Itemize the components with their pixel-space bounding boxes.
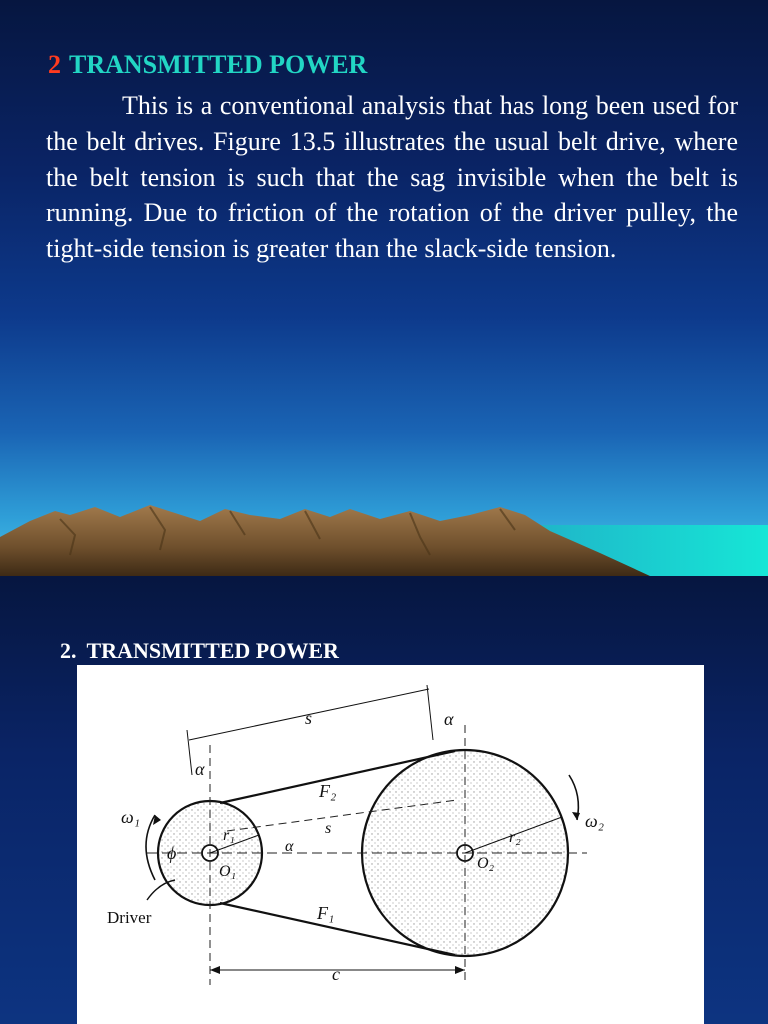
heading-number-2: 2. xyxy=(60,638,77,663)
label-F2: F₂ xyxy=(319,781,337,801)
section-heading xyxy=(48,50,367,80)
heading-number: 2 xyxy=(48,50,61,79)
label-O2: O₂ xyxy=(477,855,495,872)
s-extension-left xyxy=(187,730,192,775)
label-F1: F₁ xyxy=(317,903,335,923)
label-driver: Driver xyxy=(107,908,152,927)
label-c: c xyxy=(332,964,340,984)
s-extension-right xyxy=(427,685,433,740)
mountain-range-decoration xyxy=(0,495,768,576)
slide-2 xyxy=(0,576,768,1024)
omega2-arrowhead xyxy=(572,812,580,820)
heading-text: TRANSMITTED POWER xyxy=(69,50,368,79)
label-phi: ϕ xyxy=(167,843,177,863)
belt-drive-diagram xyxy=(77,665,704,1024)
label-alpha-top-right: α xyxy=(444,709,454,729)
omega1-arrow xyxy=(146,815,155,880)
section-heading-2 xyxy=(60,638,339,664)
label-alpha-top-left: α xyxy=(195,759,205,779)
label-omega2: ω₂ xyxy=(585,811,604,831)
label-O1: O₁ xyxy=(219,863,237,880)
body-paragraph: This is a conventional analysis that has long been used for the belt drives. Figure 13.5 illustrates the usual belt drive, where the belt tension is such that the sag invisible when the belt is running. Due to friction of the rotation of the driver pulley, the tight-side tension is greater than the slack-side tension. xyxy=(46,91,738,264)
label-omega1: ω₁ xyxy=(121,807,140,827)
label-s-mid: s xyxy=(325,820,332,837)
label-s-top: s xyxy=(305,708,313,728)
heading-text-2: TRANSMITTED POWER xyxy=(86,638,339,663)
belt-drive-figure xyxy=(77,665,704,1024)
label-r1: r₁ xyxy=(223,827,235,844)
label-r2: r₂ xyxy=(509,829,521,846)
label-alpha-mid: α xyxy=(285,838,294,855)
